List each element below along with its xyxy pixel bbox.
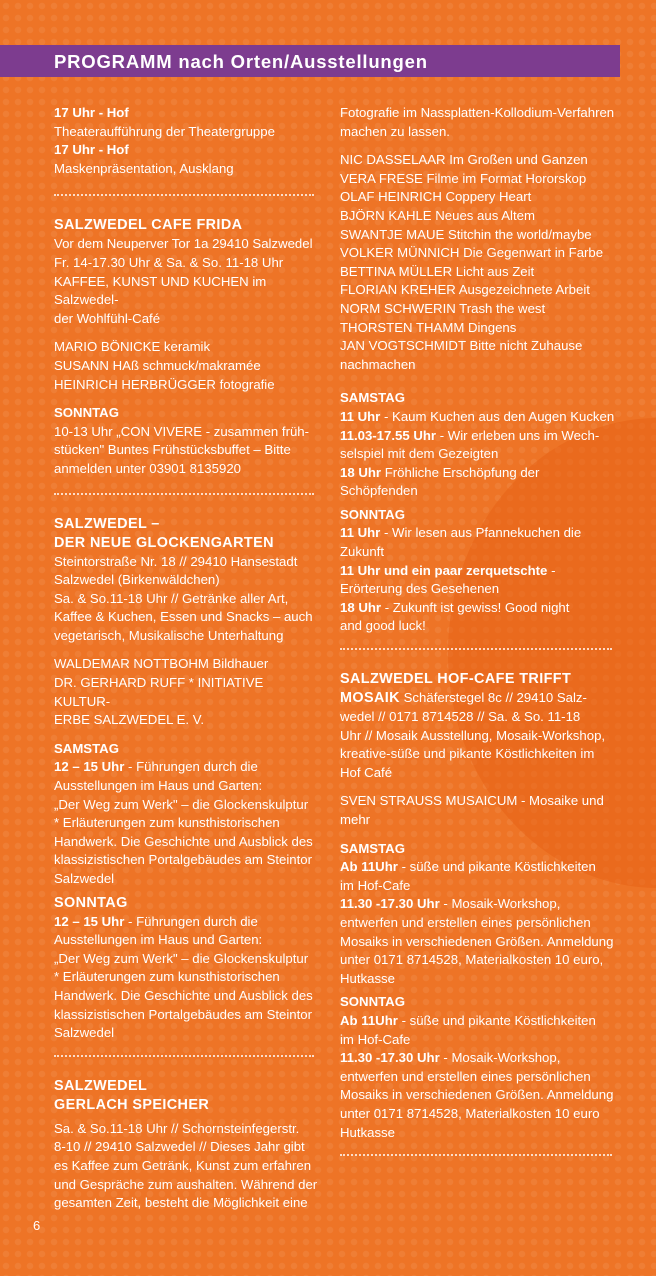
event-text: and good luck!	[340, 618, 426, 634]
continued-text: Fotografie im Nassplatten-Kollodium-Verfahren	[340, 105, 615, 120]
event-text: Ab 11Uhr - süße und pikante Köstlichkeiten	[340, 859, 596, 875]
venue-detail: und Gespräche zum aushalten. Während der	[54, 1176, 318, 1192]
event-text: Handwerk. Die Geschichte und Ausblick des	[54, 987, 313, 1003]
event-text: 11 Uhr - Kaum Kuchen aus den Augen Kucken	[340, 408, 615, 424]
artist-entry: DR. GERHARD RUFF * INITIATIVE KULTUR-	[54, 675, 264, 709]
artist-entry: BJÖRN KAHLE Neues aus Altem	[340, 207, 535, 223]
venue-heading: GERLACH SPEICHER	[54, 1096, 210, 1113]
event-text: selspiel mit dem Gezeigten	[340, 446, 499, 462]
event-time: 11 Uhr und ein paar zerquetschte	[340, 562, 548, 578]
event-text: im Hof-Cafe	[340, 1031, 411, 1047]
event-time: Ab 11Uhr	[340, 859, 398, 875]
venue-address: MOSAIK Schäferstegel 8c // 29410 Salz-	[340, 690, 587, 707]
event-text: klassizistischen Portalgebäudes am Steintor	[54, 852, 313, 868]
day-heading: SONNTAG	[340, 506, 405, 522]
artist-entry: MARIO BÖNICKE keramik	[54, 339, 211, 355]
right-column	[340, 104, 618, 1176]
artist-entry: nachmachen	[340, 356, 416, 372]
section-gerlach-speicher	[54, 1077, 320, 1213]
event-text: stücken" Buntes Frühstücksbuffet – Bitte	[54, 442, 291, 458]
event-time: 17 Uhr - Hof	[54, 142, 129, 158]
section-hof-cafe-mosaik	[340, 670, 618, 1142]
event-time: 12 – 15 Uhr	[54, 913, 125, 929]
artist-entry: VERA FRESE Filme im Format Hororskop	[340, 170, 587, 186]
event-text: Maskenpräsentation, Ausklang	[54, 160, 234, 176]
dotted-divider	[340, 648, 612, 650]
artist-entry: HEINRICH HERBRÜGGER fotografie	[54, 376, 275, 392]
event-text: 18 Uhr - Zukunft ist gewiss! Good night	[340, 599, 570, 615]
day-heading: SAMSTAG	[340, 390, 405, 406]
section-theater	[54, 104, 320, 178]
event-text: Erörterung des Gesehenen	[340, 581, 500, 597]
event-text: Theateraufführung der Theatergruppe	[54, 123, 275, 139]
event-time: 11.03-17.55 Uhr	[340, 427, 437, 443]
artist-entry: FLORIAN KREHER Ausgezeichnete Arbeit	[340, 282, 590, 298]
event-text: Ab 11Uhr - süße und pikante Köstlichkeiten	[340, 1012, 596, 1028]
artist-entry: JAN VOGTSCHMIDT Bitte nicht Zuhause	[340, 338, 583, 354]
event-text: „Der Weg zum Werk" – die Glockenskulptur	[54, 796, 309, 812]
day-heading: SAMSTAG	[54, 740, 119, 756]
page-number: 6	[33, 1218, 41, 1233]
venue-heading: SALZWEDEL CAFE FRIDA	[54, 217, 243, 234]
event-text: 11.30 -17.30 Uhr - Mosaik-Workshop,	[340, 1050, 561, 1066]
event-text: Salzwedel	[54, 1025, 115, 1041]
dotted-divider	[340, 1154, 612, 1156]
artist-entry: BETTINA MÜLLER Licht aus Zeit	[340, 263, 535, 279]
venue-detail: Uhr // Mosaik Ausstellung, Mosaik-Workshop,	[340, 727, 606, 743]
event-text: Mosaiks in verschiedenen Größen. Anmeldung	[340, 1087, 614, 1103]
artist-entry: NIC DASSELAAR Im Großen und Ganzen	[340, 152, 588, 168]
artist-entry: THORSTEN THAMM Dingens	[340, 319, 517, 335]
event-text: „Der Weg zum Werk" – die Glockenskulptur	[54, 950, 309, 966]
day-heading: SONNTAG	[54, 405, 119, 421]
dotted-divider	[54, 194, 314, 196]
event-time: 18 Uhr	[340, 464, 382, 480]
venue-detail: es Kaffee zum Getränk, Kunst zum erfahren	[54, 1157, 312, 1173]
venue-detail: Sa. & So.11-18 Uhr // Schornsteinfegerstr.	[54, 1120, 300, 1136]
artist-list	[340, 151, 618, 374]
venue-address: Steintorstraße Nr. 18 // 29410 Hansestadt	[54, 553, 298, 569]
venue-detail: wedel // 0171 8714528 // Sa. & So. 11-18	[340, 709, 581, 725]
event-time: 18 Uhr	[340, 599, 382, 615]
event-text: 12 – 15 Uhr - Führungen durch die	[54, 913, 258, 929]
venue-detail: kreative-süße und pikante Köstlichkeiten im	[340, 746, 595, 762]
artist-entry: NORM SCHWERIN Trash the west	[340, 300, 546, 316]
venue-heading: MOSAIK	[340, 690, 400, 707]
day-heading: SONNTAG	[54, 894, 128, 911]
artist-entry: SWANTJE MAUE Stitchin the world/maybe	[340, 226, 592, 242]
artist-entry: OLAF HEINRICH Coppery Heart	[340, 189, 532, 205]
event-text: 11.30 -17.30 Uhr - Mosaik-Workshop,	[340, 896, 561, 912]
venue-detail: Hof Café	[340, 764, 393, 780]
venue-detail: Kaffee & Kuchen, Essen und Snacks – auch	[54, 609, 313, 625]
venue-detail: Sa. & So.11-18 Uhr // Getränke aller Art,	[54, 590, 289, 606]
event-text: Zukunft	[340, 544, 384, 560]
event-text: 11 Uhr und ein paar zerquetschte -	[340, 562, 556, 578]
event-text: entwerfen und erstellen eines persönlichen	[340, 1068, 591, 1084]
event-time: 11.30 -17.30 Uhr	[340, 896, 440, 912]
venue-detail: der Wohlfühl-Café	[54, 310, 161, 326]
venue-detail: gesamten Zeit, besteht die Möglichkeit eine	[54, 1195, 308, 1211]
day-heading: SONNTAG	[340, 994, 405, 1010]
venue-detail: vegetarisch, Musikalische Unterhaltung	[54, 627, 284, 643]
event-text: Hutkasse	[340, 970, 395, 986]
event-text: 12 – 15 Uhr - Führungen durch die	[54, 759, 258, 775]
artist-entry: WALDEMAR NOTTBOHM Bildhauer	[54, 656, 269, 672]
event-text: entwerfen und erstellen eines persönlichen	[340, 914, 591, 930]
event-time: 17 Uhr - Hof	[54, 105, 129, 120]
event-text: 10-13 Uhr „CON VIVERE - zusammen früh-	[54, 423, 310, 439]
artist-entry: SUSANN HAß schmuck/makramée	[54, 357, 261, 373]
event-text: Ausstellungen im Haus und Garten:	[54, 778, 263, 794]
event-text: 11.03-17.55 Uhr - Wir erleben uns im Wech-	[340, 427, 600, 443]
event-text: Hutkasse	[340, 1124, 395, 1140]
section-glockengarten	[54, 515, 320, 1043]
event-text: klassizistischen Portalgebäudes am Steintor	[54, 1006, 313, 1022]
venue-detail: Salzwedel (Birkenwäldchen)	[54, 572, 220, 588]
event-text: anmelden unter 03901 8135920	[54, 460, 241, 476]
artist-entry: ERBE SALZWEDEL E. V.	[54, 712, 204, 728]
venue-heading: SALZWEDEL HOF-CAFE TRIFFT	[340, 671, 572, 688]
artist-entry: SVEN STRAUSS MUSAICUM - Mosaike und	[340, 793, 604, 809]
venue-heading: DER NEUE GLOCKENGARTEN	[54, 534, 274, 551]
event-text: Schöpfenden	[340, 483, 418, 499]
event-text: 18 Uhr Fröhliche Erschöpfung der	[340, 464, 540, 480]
artist-entry: VOLKER MÜNNICH Die Gegenwart in Farbe	[340, 245, 604, 261]
continued-text: machen zu lassen.	[340, 123, 450, 139]
venue-heading: SALZWEDEL	[54, 1077, 148, 1094]
event-text: Handwerk. Die Geschichte und Ausblick des	[54, 833, 313, 849]
venue-heading: SALZWEDEL –	[54, 515, 160, 532]
event-text: unter 0171 8714528, Materialkosten 10 euro	[340, 1105, 600, 1121]
venue-detail: 8-10 // 29410 Salzwedel // Dieses Jahr gibt	[54, 1139, 305, 1155]
section-cafe-frida	[54, 216, 320, 478]
event-time: 11 Uhr	[340, 525, 381, 541]
venue-address: Vor dem Neuperver Tor 1a 29410 Salzwedel	[54, 236, 313, 252]
artist-entry: mehr	[340, 812, 371, 827]
event-text: unter 0171 8714528, Materialkosten 10 euro,	[340, 952, 604, 968]
event-time: 11 Uhr	[340, 408, 381, 424]
venue-detail: KAFFEE, KUNST UND KUCHEN im Salzwedel-	[54, 273, 267, 308]
event-time: 12 – 15 Uhr	[54, 759, 125, 775]
day-heading: SAMSTAG	[340, 840, 405, 856]
event-text: * Erläuterungen zum kunsthistorischen	[54, 815, 280, 831]
event-time: 11.30 -17.30 Uhr	[340, 1050, 440, 1066]
event-text: Mosaiks in verschiedenen Größen. Anmeldung	[340, 933, 614, 949]
left-column	[54, 104, 320, 1213]
dotted-divider	[54, 1055, 314, 1057]
dotted-divider	[54, 493, 314, 495]
event-text: im Hof-Cafe	[340, 877, 411, 893]
event-text: Salzwedel	[54, 871, 115, 886]
page-title: PROGRAMM nach Orten/Ausstellungen	[54, 51, 428, 72]
event-text: Ausstellungen im Haus und Garten:	[54, 932, 263, 948]
event-time: Ab 11Uhr	[340, 1012, 398, 1028]
event-text: 11 Uhr - Wir lesen aus Pfannekuchen die	[340, 525, 582, 541]
event-text: * Erläuterungen zum kunsthistorischen	[54, 969, 280, 985]
venue-detail: Fr. 14-17.30 Uhr & Sa. & So. 11-18 Uhr	[54, 254, 284, 270]
